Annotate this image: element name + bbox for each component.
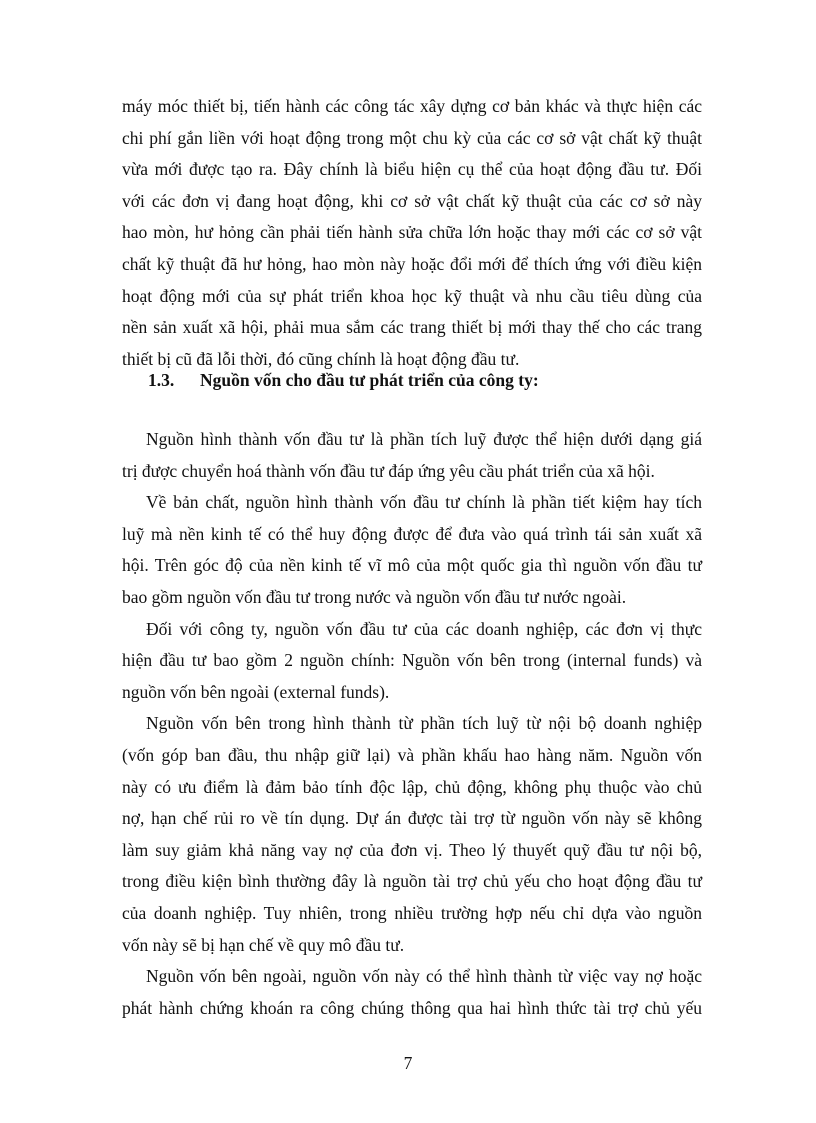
text-line: phát hành chứng khoán ra công chúng thông qua hai hình thức tài trợ chủ yếu	[122, 997, 702, 1018]
page-number: 7	[403, 1053, 413, 1073]
text-line: hoạt động mới của sự phát triển khoa học kỹ thuật và nhu cầu tiêu dùng của	[122, 285, 702, 306]
section-title: Nguồn vốn cho đầu tư phát triển của công ty:	[200, 370, 539, 390]
text-line: thiết bị cũ đã lỗi thời, đó cũng chính là hoạt động đầu tư.	[122, 348, 520, 369]
text-line: luỹ mà nền kinh tế có thể huy động được để đưa vào quá trình tái sản xuất xã	[122, 523, 702, 544]
text-line: nợ, hạn chế rủi ro về tín dụng. Dự án được tài trợ từ nguồn vốn này sẽ không	[122, 808, 702, 829]
text-line: trong điều kiện bình thường đây là nguồn tài trợ chủ yếu cho hoạt động đầu tư	[122, 871, 702, 892]
text-line: máy móc thiết bị, tiến hành các công tác xây dựng cơ bản khác và thực hiện các	[122, 96, 702, 116]
text-line: Đối với công ty, nguồn vốn đầu tư của các doanh nghiệp, các đơn vị thực	[146, 618, 702, 639]
text-line: hiện đầu tư bao gồm 2 nguồn chính: Nguồn vốn bên trong (internal funds) và	[122, 650, 702, 671]
text-line: chi phí gắn liền với hoạt động trong một chu kỳ của các cơ sở vật chất kỹ thuật	[122, 127, 702, 148]
paragraph-continued	[122, 91, 702, 375]
section-heading	[148, 366, 539, 394]
text-line: Nguồn vốn bên ngoài, nguồn vốn này có thể hình thành từ việc vay nợ hoặc	[146, 966, 702, 987]
text-line: chất kỹ thuật đã hư hỏng, hao mòn này hoặc đổi mới để thích ứng với điều kiện	[122, 253, 702, 274]
text-line: Nguồn vốn bên trong hình thành từ phần tích luỹ từ nội bộ doanh nghiệp	[146, 713, 702, 734]
text-line: vừa mới được tạo ra. Đây chính là biểu hiện cụ thể của hoạt động đầu tư. Đối	[122, 159, 702, 180]
text-line: vốn này sẽ bị hạn chế về quy mô đầu tư.	[122, 934, 405, 955]
text-line: trị được chuyển hoá thành vốn đầu tư đáp ứng yêu cầu phát triển của xã hội.	[122, 460, 655, 481]
section-body	[122, 424, 702, 1024]
text-line: với các đơn vị đang hoạt động, khi cơ sở vật chất kỹ thuật của các cơ sở này	[122, 190, 702, 211]
text-line: này có ưu điểm là đảm bảo tính độc lập, chủ động, không phụ thuộc vào chủ	[122, 776, 702, 797]
text-line: làm suy giảm khả năng vay nợ của đơn vị. Theo lý thuyết quỹ đầu tư nội bộ,	[122, 839, 702, 860]
text-line: Nguồn hình thành vốn đầu tư là phần tích luỹ được thể hiện dưới dạng giá	[146, 429, 702, 449]
section-number: 1.3.	[148, 370, 175, 390]
text-line: hao mòn, hư hỏng cần phải tiến hành sửa chữa lớn hoặc thay mới các cơ sở vật	[122, 222, 702, 243]
text-line: nền sản xuất xã hội, phải mua sắm các trang thiết bị mới thay thế cho các trang	[122, 317, 702, 338]
text-line: nguồn vốn bên ngoài (external funds).	[122, 681, 390, 702]
text-line: (vốn góp ban đầu, thu nhập giữ lại) và phần khấu hao hàng năm. Nguồn vốn	[122, 744, 702, 765]
text-line: Về bản chất, nguồn hình thành vốn đầu tư chính là phần tiết kiệm hay tích	[146, 492, 702, 513]
text-line: bao gồm nguồn vốn đầu tư trong nước và nguồn vốn đầu tư nước ngoài.	[122, 586, 627, 607]
text-line: của doanh nghiệp. Tuy nhiên, trong nhiều trường hợp nếu chỉ dựa vào nguồn	[122, 902, 702, 923]
text-line: hội. Trên góc độ của nền kinh tế vĩ mô của một quốc gia thì nguồn vốn đầu tư	[122, 555, 702, 576]
